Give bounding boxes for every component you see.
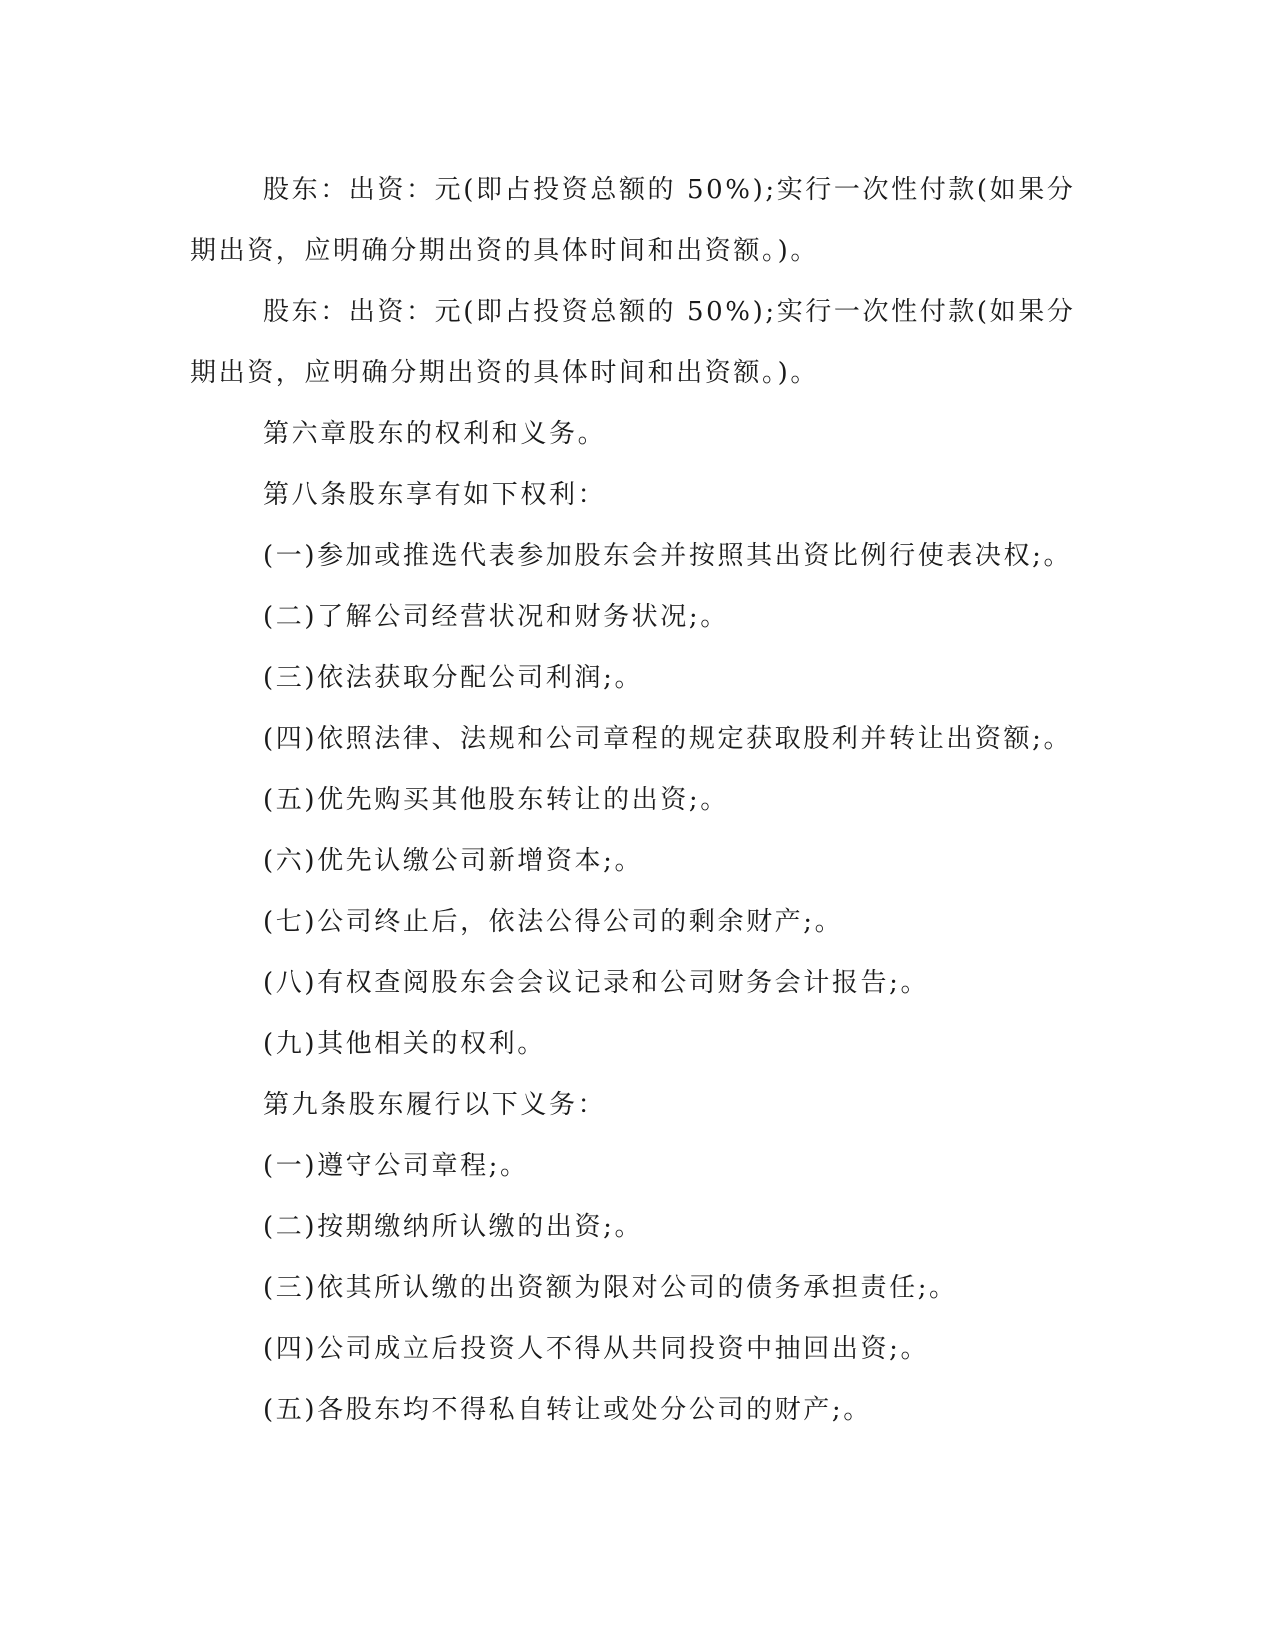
obligations-item-1 [190, 1136, 1070, 1197]
paragraph-line: (五)各股东均不得私自转让或处分公司的财产;。 [263, 1395, 872, 1425]
rights-item-5 [190, 770, 1070, 831]
rights-item-7 [190, 892, 1070, 953]
obligations-item-3 [190, 1258, 1070, 1319]
article-8-heading [190, 465, 1070, 526]
rights-item-6 [190, 831, 1070, 892]
paragraph-line: (四)依照法律、法规和公司章程的规定获取股利并转让出资额;。 [263, 724, 1073, 754]
rights-item-2 [190, 587, 1070, 648]
paragraph-line: 期出资，应明确分期出资的具体时间和出资额。)。 [190, 236, 819, 266]
paragraph-line: (五)优先购买其他股东转让的出资;。 [263, 785, 729, 815]
paragraph-line: (二)了解公司经营状况和财务状况;。 [263, 602, 729, 632]
paragraph-line: 第八条股东享有如下权利： [263, 480, 607, 510]
rights-item-1 [190, 526, 1073, 587]
document-body [190, 160, 1076, 1441]
paragraph-line: (二)按期缴纳所认缴的出资;。 [263, 1212, 644, 1242]
paragraph-line: 股东：出资：元(即占投资总额的 50%);实行一次性付款(如果分 [263, 297, 1076, 327]
paragraph-line: (八)有权查阅股东会会议记录和公司财务会计报告;。 [263, 968, 930, 998]
article-9-heading [190, 1075, 1070, 1136]
paragraph-line: 股东：出资：元(即占投资总额的 50%);实行一次性付款(如果分 [263, 175, 1076, 205]
paragraph-line: (一)参加或推选代表参加股东会并按照其出资比例行使表决权;。 [263, 541, 1073, 571]
rights-item-9 [190, 1014, 1070, 1075]
paragraph-line: (四)公司成立后投资人不得从共同投资中抽回出资;。 [263, 1334, 930, 1364]
obligations-item-4 [190, 1319, 1070, 1380]
rights-item-3 [190, 648, 1070, 709]
paragraph-line: (七)公司终止后，依法公得公司的剩余财产;。 [263, 907, 844, 937]
paragraph-shareholder-contribution-1 [190, 160, 1076, 282]
rights-item-8 [190, 953, 1070, 1014]
paragraph-line: (三)依其所认缴的出资额为限对公司的债务承担责任;。 [263, 1273, 958, 1303]
chapter-heading [190, 404, 1070, 465]
obligations-item-2 [190, 1197, 1070, 1258]
paragraph-line: (一)遵守公司章程;。 [263, 1151, 529, 1181]
paragraph-line: (九)其他相关的权利。 [263, 1029, 546, 1059]
paragraph-line: 第六章股东的权利和义务。 [263, 419, 607, 449]
rights-item-4 [190, 709, 1073, 770]
obligations-item-5 [190, 1380, 1070, 1441]
paragraph-shareholder-contribution-2 [190, 282, 1076, 404]
paragraph-line: 期出资，应明确分期出资的具体时间和出资额。)。 [190, 358, 819, 388]
paragraph-line: (六)优先认缴公司新增资本;。 [263, 846, 644, 876]
paragraph-line: (三)依法获取分配公司利润;。 [263, 663, 644, 693]
paragraph-line: 第九条股东履行以下义务： [263, 1090, 607, 1120]
